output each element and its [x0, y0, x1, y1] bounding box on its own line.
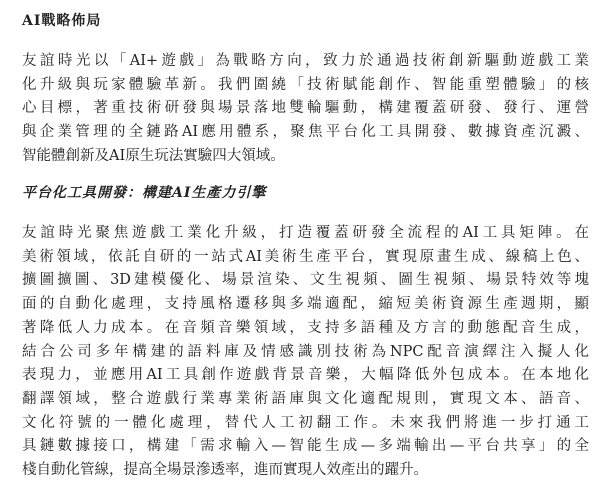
section-heading-platform-tools: 平台化工具開發：構建AI生產力引擎	[22, 185, 267, 201]
text-line: 文化符號的一體化處理，替代人工初翻工作。未來我們將進一步打通工	[22, 414, 589, 431]
paragraph-ai-strategy	[22, 50, 589, 169]
text-line: 友誼時光聚焦遊戲工業化升級，打造覆蓋研發全流程的AI工具矩陣。在	[22, 225, 589, 241]
text-line: 表現力，並應用AI工具創作遊戲背景音樂，大幅降低外包成本。在本地化	[22, 367, 589, 384]
text-line: 面的自動化處理，支持風格遷移與多端適配，縮短美術資源生產週期，顯	[22, 296, 589, 313]
text-line: 棧自動化管線，提高全場景滲透率，進而實現人效產出的躍升。	[22, 462, 428, 479]
text-line: 友誼時光以「AI+遊戲」為戰略方向，致力於通過技術創新驅動遊戲工業	[22, 53, 589, 69]
text-line: 擴圖擴圖、3D建模優化、場景渲染、文生視頻、圖生視頻、場景特效等塊	[22, 272, 589, 289]
text-line: 結合公司多年構建的語料庫及情感識別技術為NPC配音演繹注入擬人化	[22, 343, 589, 360]
paragraph-platform-tools	[22, 222, 589, 483]
text-line: 美術領域，依託自研的一站式AI美術生產平台，實現原畫生成、線稿上色、	[22, 248, 589, 265]
text-line: 著降低人力成本。在音頻音樂領域，支持多語種及方言的動態配音生成，	[22, 319, 589, 336]
text-line: 具鏈數據接口，構建「需求輸入—智能生成—多端輸出—平台共享」的全	[22, 438, 589, 455]
text-line: 與企業管理的全鏈路AI應用體系，聚焦平台化工具開發、數據資產沉澱、	[22, 124, 589, 141]
text-line: 心目標，著重技術研發與場景落地雙輪驅動，構建覆蓋研發、發行、運營	[22, 100, 589, 117]
text-line: 化升級與玩家體驗革新。我們圍繞「技術賦能創作、智能重塑體驗」的核	[22, 76, 589, 93]
section-heading-ai-strategy: AI戰略佈局	[22, 13, 102, 29]
text-line: 翻譯領域，整合遊戲行業專業術語庫與文化適配規則，實現文本、語音、	[22, 390, 589, 407]
text-line: 智能體創新及AI原生玩法實驗四大領域。	[22, 147, 285, 164]
